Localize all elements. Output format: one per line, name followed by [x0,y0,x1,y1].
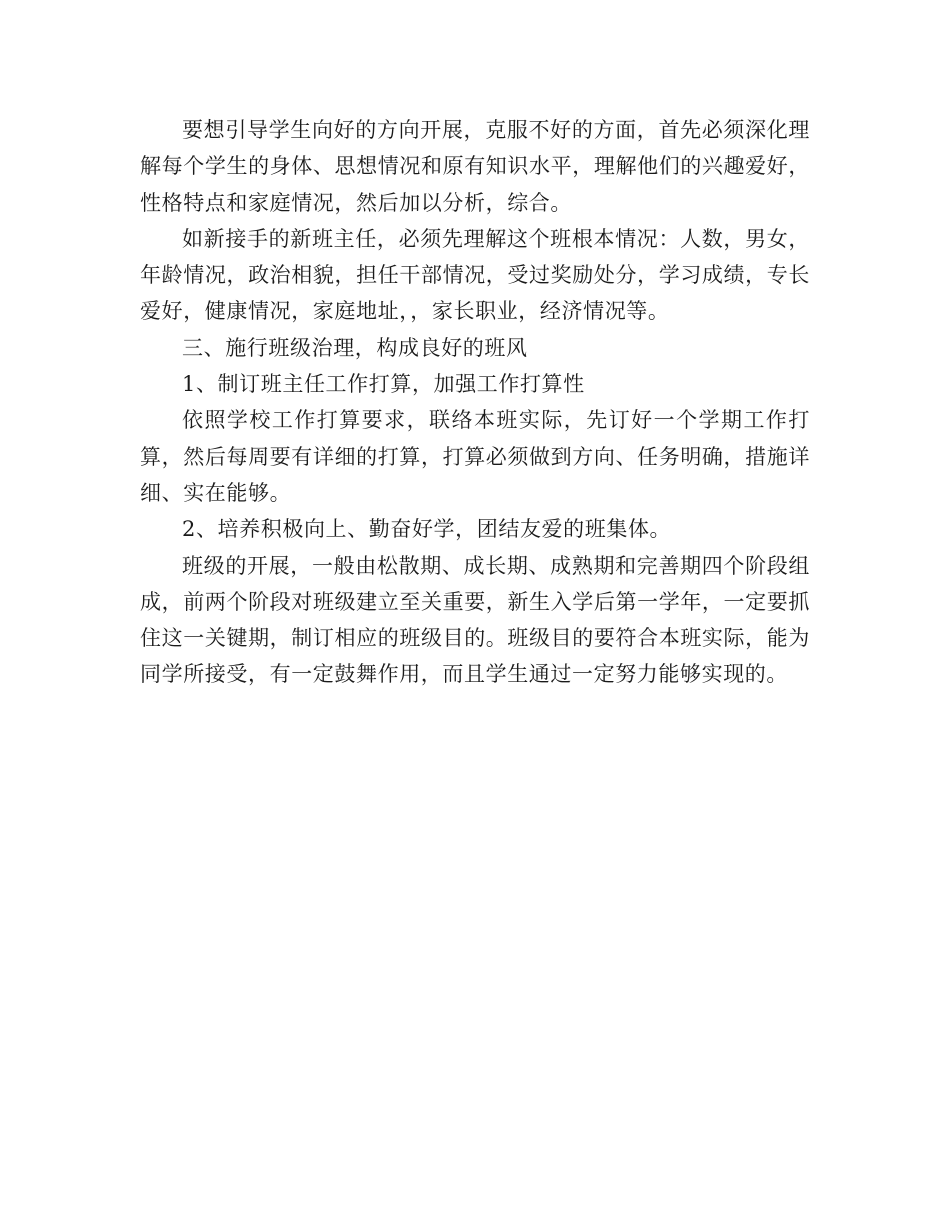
paragraph-understand-students: 要想引导学生向好的方向开展，克服不好的方面，首先必须深化理解每个学生的身体、思想情况和原有知识水平，理解他们的兴趣爱好，性格特点和家庭情况，然后加以分析，综合。 [140,118,810,215]
subheading-work-plan: 1、制订班主任工作打算，加强工作打算性 [182,372,585,397]
paragraph-class-development: 班级的开展，一般由松散期、成长期、成熟期和完善期四个阶段组成，前两个阶段对班级建立至关重要，新生入学后第一学年，一定要抓住这一关键期，制订相应的班级目的。班级目的要符合本班实际，能为同学所接受，有一定鼓舞作用，而且学生通过一定努力能够实现的。 [140,553,810,687]
paragraph-new-class-teacher: 如新接手的新班主任，必须先理解这个班根本情况：人数，男女，年龄情况，政治相貌，担任干部情况，受过奖励处分，学习成绩，专长爱好，健康情况，家庭地址，，家长职业，经济情况等。 [140,226,810,324]
document-body [140,112,810,693]
section-heading-class-management: 三、施行班级治理，构成良好的班风 [182,335,528,360]
subheading-class-collective: 2、培养积极向上、勤奋好学，团结友爱的班集体。 [182,517,672,542]
paragraph-work-plan: 依照学校工作打算要求，联络本班实际，先订好一个学期工作打算，然后每周要有详细的打算，打算必须做到方向、任务明确，措施详细、实在能够。 [140,408,810,505]
